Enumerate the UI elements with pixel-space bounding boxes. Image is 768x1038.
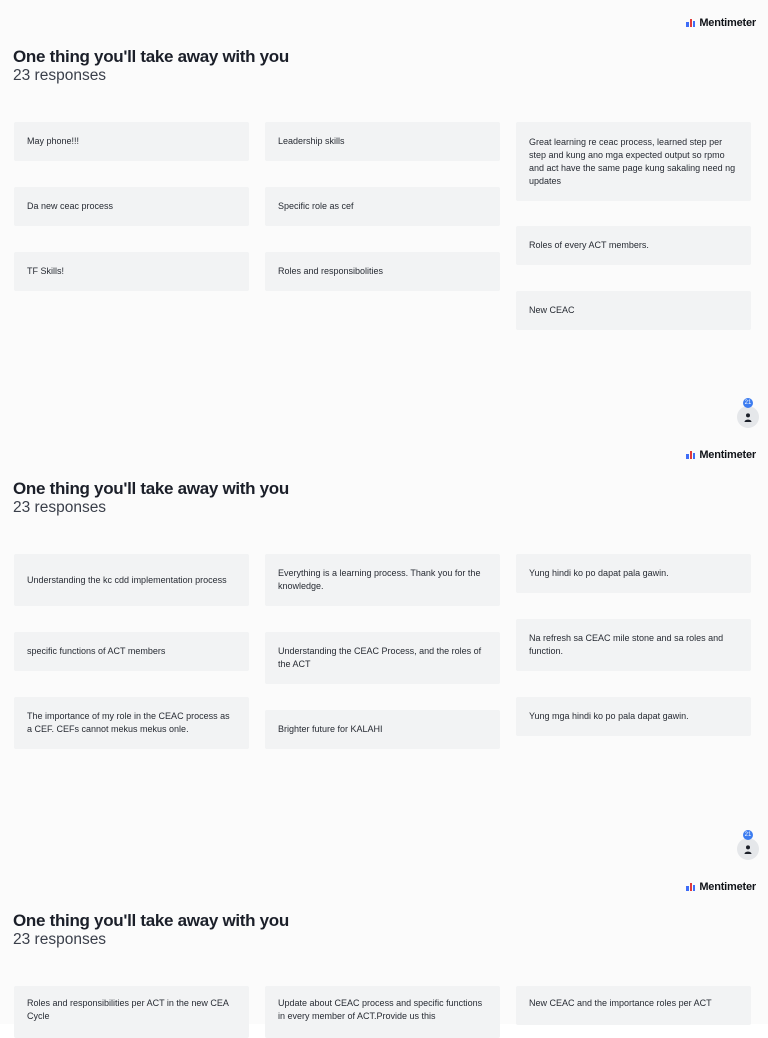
brand-logo (686, 17, 756, 29)
response-card: The importance of my role in the CEAC process as a CEF. CEFs cannot mekus mekus onle. (14, 697, 249, 749)
response-card: Roles of every ACT members. (516, 226, 751, 265)
mentimeter-logo-icon (686, 883, 695, 891)
participants-avatar[interactable] (737, 406, 759, 428)
participant-count-badge: 21 (744, 832, 752, 838)
response-card: Brighter future for KALAHI (265, 710, 500, 749)
response-count: 23 responses (13, 499, 107, 516)
response-card: Yung mga hindi ko po pala dapat gawin. (516, 697, 751, 736)
response-card: specific functions of ACT members (14, 632, 249, 671)
response-card: New CEAC and the importance roles per ACT (516, 986, 751, 1025)
response-card: Da new ceac process (14, 187, 249, 226)
response-card: Roles and responsibolities (265, 252, 500, 291)
response-card: Great learning re ceac process, learned step per step and kung ano mga expected output so rpmo and act have the same page kung sakaling need ng updates (516, 122, 751, 201)
response-card: Everything is a learning process. Thank you for the knowledge. (265, 554, 500, 606)
brand-name: Mentimeter (699, 449, 756, 461)
response-card: Understanding the kc cdd implementation process (14, 554, 249, 606)
brand-name: Mentimeter (699, 17, 756, 29)
brand-logo (686, 881, 756, 893)
response-card: Leadership skills (265, 122, 500, 161)
response-count: 23 responses (13, 931, 107, 948)
participants-button[interactable] (737, 830, 761, 860)
response-card: TF Skills! (14, 252, 249, 291)
person-icon (744, 845, 752, 854)
participant-count-badge: 21 (744, 400, 752, 406)
brand-logo (686, 449, 756, 461)
response-card: Understanding the CEAC Process, and the roles of the ACT (265, 632, 500, 684)
mentimeter-logo-icon (686, 19, 695, 27)
question-title: One thing you'll take away with you (13, 911, 289, 930)
response-card: Specific role as cef (265, 187, 500, 226)
mentimeter-logo-icon (686, 451, 695, 459)
results-slide-2 (0, 432, 768, 864)
response-card: Yung hindi ko po dapat pala gawin. (516, 554, 751, 593)
response-count: 23 responses (13, 67, 107, 84)
question-title: One thing you'll take away with you (13, 47, 289, 66)
response-card: May phone!!! (14, 122, 249, 161)
participants-button[interactable] (737, 398, 761, 428)
results-slide-1 (0, 0, 768, 432)
response-card: Update about CEAC process and specific functions in every member of ACT.Provide us this (265, 986, 500, 1038)
person-icon (744, 413, 752, 422)
brand-name: Mentimeter (699, 881, 756, 893)
participants-avatar[interactable] (737, 838, 759, 860)
response-card: Na refresh sa CEAC mile stone and sa roles and function. (516, 619, 751, 671)
response-card: Roles and responsibilities per ACT in the new CEA Cycle (14, 986, 249, 1038)
results-slide-3 (0, 864, 768, 1024)
response-card: New CEAC (516, 291, 751, 330)
question-title: One thing you'll take away with you (13, 479, 289, 498)
